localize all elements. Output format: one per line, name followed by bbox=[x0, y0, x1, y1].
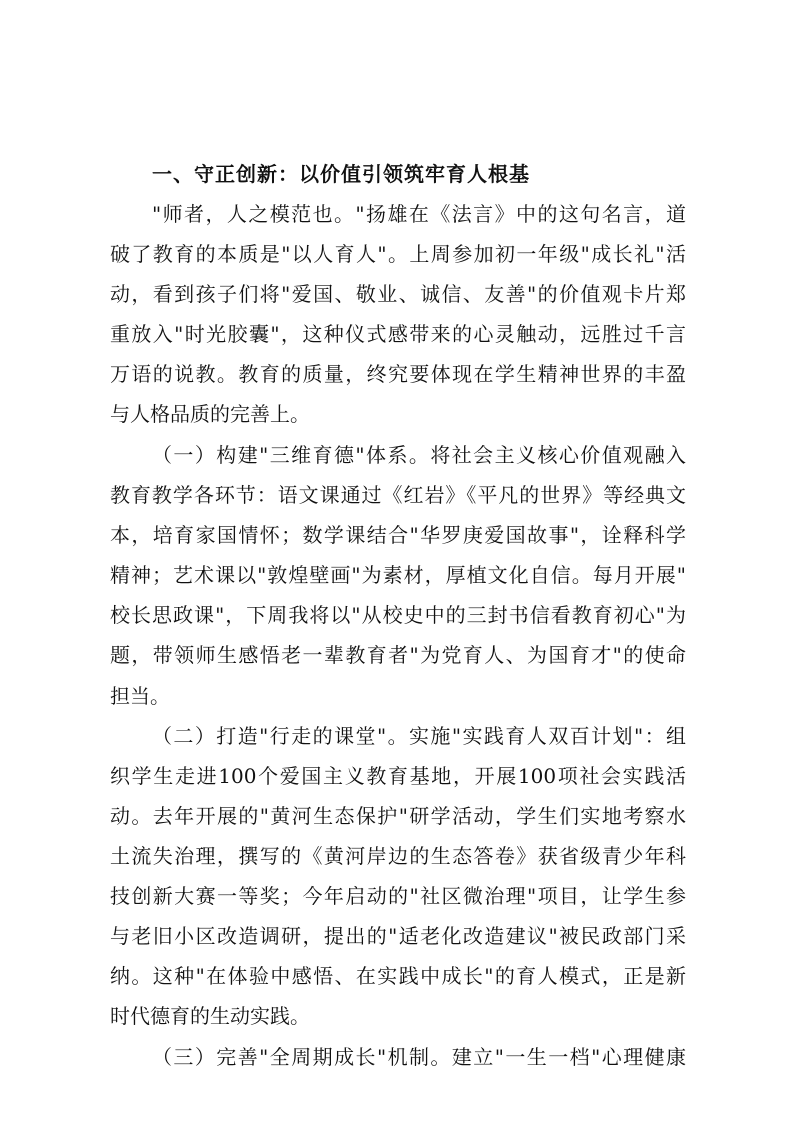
paragraph-line: 重放入"时光胶囊"，这种仪式感带来的心灵触动，远胜过千言 bbox=[110, 322, 686, 346]
paragraph-line: 技创新大赛一等奖；今年启动的"社区微治理"项目，让学生参 bbox=[110, 884, 686, 908]
paragraph-line: 精神；艺术课以"敦煌壁画"为素材，厚植文化自信。每月开展" bbox=[110, 563, 686, 587]
paragraph-line: 题，带领师生感悟老一辈教育者"为党育人、为国育才"的使命 bbox=[110, 643, 686, 667]
paragraph-line: 本，培育家国情怀；数学课结合"华罗庚爱国故事"，诠释科学 bbox=[110, 523, 686, 547]
paragraph-line: 与老旧小区改造调研，提出的"适老化改造建议"被民政部门采 bbox=[110, 924, 686, 948]
paragraph-line: （一）构建"三维育德"体系。将社会主义核心价值观融入 bbox=[152, 443, 686, 467]
paragraph-line: 纳。这种"在体验中感悟、在实践中成长"的育人模式，正是新 bbox=[110, 964, 686, 988]
section-heading: 一、守正创新：以价值引领筑牢育人根基 bbox=[152, 162, 530, 186]
paragraph-line: 织学生走进100个爱国主义教育基地，开展100项社会实践活 bbox=[110, 764, 686, 788]
paragraph-line: 土流失治理，撰写的《黄河岸边的生态答卷》获省级青少年科 bbox=[110, 844, 686, 868]
paragraph-line: （三）完善"全周期成长"机制。建立"一生一档"心理健康 bbox=[152, 1045, 686, 1069]
paragraph-line: 破了教育的本质是"以人育人"。上周参加初一年级"成长礼"活 bbox=[110, 242, 686, 266]
paragraph-line: 与人格品质的完善上。 bbox=[110, 402, 310, 426]
paragraph-line: 教育教学各环节：语文课通过《红岩》《平凡的世界》等经典文 bbox=[110, 483, 686, 507]
paragraph-line: （二）打造"行走的课堂"。实施"实践育人双百计划"：组 bbox=[152, 724, 686, 748]
paragraph-line: 担当。 bbox=[110, 684, 170, 708]
paragraph-line: 时代德育的生动实践。 bbox=[110, 1004, 310, 1028]
paragraph-line: 万语的说教。教育的质量，终究要体现在学生精神世界的丰盈 bbox=[110, 362, 686, 386]
paragraph-line: 动，看到孩子们将"爱国、敬业、诚信、友善"的价值观卡片郑 bbox=[110, 282, 686, 306]
paragraph-line: "师者，人之模范也。"扬雄在《法言》中的这句名言，道 bbox=[152, 202, 686, 226]
paragraph-line: 校长思政课"，下周我将以"从校史中的三封书信看教育初心"为 bbox=[110, 603, 686, 627]
paragraph-line: 动。去年开展的"黄河生态保护"研学活动，学生们实地考察水 bbox=[110, 804, 686, 828]
